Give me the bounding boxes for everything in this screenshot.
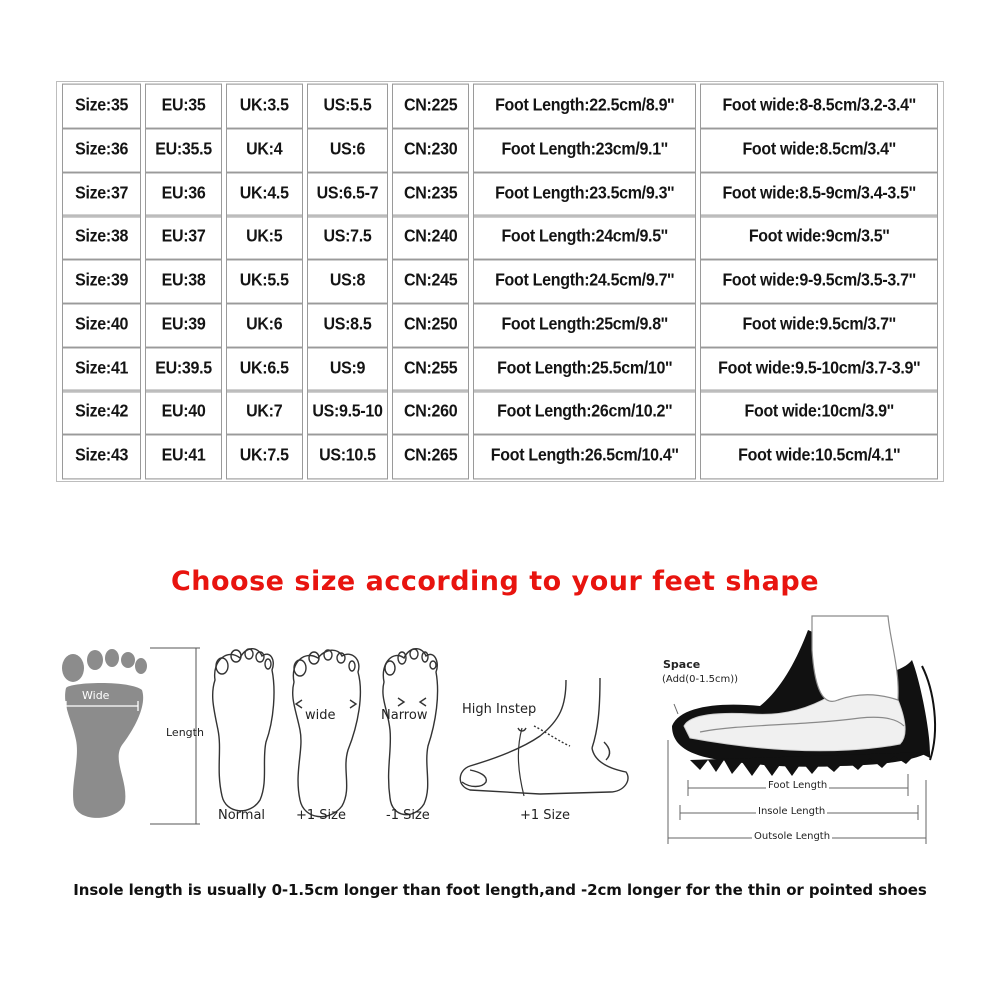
table-cell: CN:240 [392,215,469,261]
table-cell: CN:265 [392,434,469,480]
size-chart-table [56,81,944,482]
normal-foot-outline [213,649,274,811]
outsole-length-label: Outsole Length [754,831,831,842]
table-row [62,392,938,433]
size-table-body [62,86,938,477]
table-cell: CN:235 [392,171,469,217]
high-instep-label: High Instep [462,702,537,717]
narrow-foot-caption: -1 Size [386,808,430,823]
foot-length-label: Foot Length [768,780,828,791]
table-row [62,130,938,171]
table-cell: Foot Length:24.5cm/9.7'' [473,259,696,305]
footprint-icon [62,649,147,818]
table-cell: Foot wide:9.5-10cm/3.7-3.9'' [700,346,938,392]
table-cell: Foot wide:8.5cm/3.4'' [700,127,938,173]
table-cell: Foot wide:8.5-9cm/3.4-3.5'' [700,171,938,217]
narrow-foot-outline [383,649,438,815]
table-cell: EU:39.5 [145,346,222,392]
table-cell: CN:255 [392,346,469,392]
normal-foot-caption: Normal [218,808,266,823]
table-row [62,261,938,302]
table-cell: US:9 [307,346,389,392]
table-cell: Foot wide:10cm/3.9'' [700,390,938,436]
table-cell: Foot Length:25cm/9.8'' [473,302,696,348]
wide-foot-caption: +1 Size [296,808,346,823]
table-row [62,174,938,215]
table-cell: UK:6 [226,302,303,348]
table-cell: Size:39 [62,259,141,305]
table-cell: EU:36 [145,171,222,217]
table-cell: US:10.5 [307,434,389,480]
table-cell: US:6.5-7 [307,171,389,217]
high-instep-caption: +1 Size [520,808,570,823]
wide-foot-label: wide [305,708,336,723]
table-cell: Size:38 [62,215,141,261]
table-cell: UK:3.5 [226,84,303,130]
table-cell: UK:7 [226,390,303,436]
table-row [62,217,938,258]
table-cell: Foot wide:10.5cm/4.1'' [700,434,938,480]
high-instep-foot-outline [460,678,628,796]
table-cell: US:9.5-10 [307,390,389,436]
table-row [62,349,938,390]
wide-foot-outline [293,650,361,817]
table-cell: EU:37 [145,215,222,261]
table-cell: EU:35 [145,84,222,130]
headline: Choose size according to your feet shape [170,566,820,597]
table-cell: Foot Length:23.5cm/9.3'' [473,171,696,217]
table-cell: US:6 [307,127,389,173]
table-cell: Size:37 [62,171,141,217]
table-cell: EU:39 [145,302,222,348]
table-cell: CN:250 [392,302,469,348]
table-cell: UK:5 [226,215,303,261]
table-cell: UK:4 [226,127,303,173]
narrow-foot-label: Narrow [381,708,428,723]
table-cell: UK:5.5 [226,259,303,305]
table-cell: US:8 [307,259,389,305]
table-cell: UK:7.5 [226,434,303,480]
table-cell: Foot Length:23cm/9.1'' [473,127,696,173]
table-cell: CN:245 [392,259,469,305]
table-cell: EU:38 [145,259,222,305]
table-cell: Foot Length:26cm/10.2'' [473,390,696,436]
table-cell: EU:40 [145,390,222,436]
table-cell: UK:6.5 [226,346,303,392]
table-row [62,86,938,127]
table-cell: Foot Length:26.5cm/10.4'' [473,434,696,480]
table-cell: CN:225 [392,84,469,130]
table-cell: Foot wide:9-9.5cm/3.5-3.7'' [700,259,938,305]
shoe-diagram [672,616,935,776]
table-cell: CN:230 [392,127,469,173]
table-cell: Foot wide:9.5cm/3.7'' [700,302,938,348]
foot-measurement-illustration [0,610,1000,870]
table-cell: Size:35 [62,84,141,130]
table-cell: Size:41 [62,346,141,392]
insole-length-label: Insole Length [758,806,826,817]
table-cell: Foot Length:22.5cm/8.9'' [473,84,696,130]
table-cell: Size:43 [62,434,141,480]
space-note: (Add(0-1.5cm)) [662,674,739,685]
table-row [62,436,938,477]
insole-footnote: Insole length is usually 0-1.5cm longer than foot length,and -2cm longer for the thin or pointed shoes [73,881,927,899]
space-label: Space [663,658,701,671]
table-cell: Size:36 [62,127,141,173]
table-cell: US:7.5 [307,215,389,261]
table-row [62,305,938,346]
wide-label: Wide [82,689,110,702]
length-label: Length [166,726,204,739]
table-cell: US:8.5 [307,302,389,348]
table-cell: EU:35.5 [145,127,222,173]
table-cell: Size:40 [62,302,141,348]
table-cell: UK:4.5 [226,171,303,217]
table-cell: Foot Length:24cm/9.5'' [473,215,696,261]
illustration-graphics [0,610,1000,870]
table-cell: CN:260 [392,390,469,436]
table-cell: Foot wide:9cm/3.5'' [700,215,938,261]
table-cell: US:5.5 [307,84,389,130]
table-cell: EU:41 [145,434,222,480]
table-cell: Foot Length:25.5cm/10'' [473,346,696,392]
table-cell: Size:42 [62,390,141,436]
table-cell: Foot wide:8-8.5cm/3.2-3.4'' [700,84,938,130]
